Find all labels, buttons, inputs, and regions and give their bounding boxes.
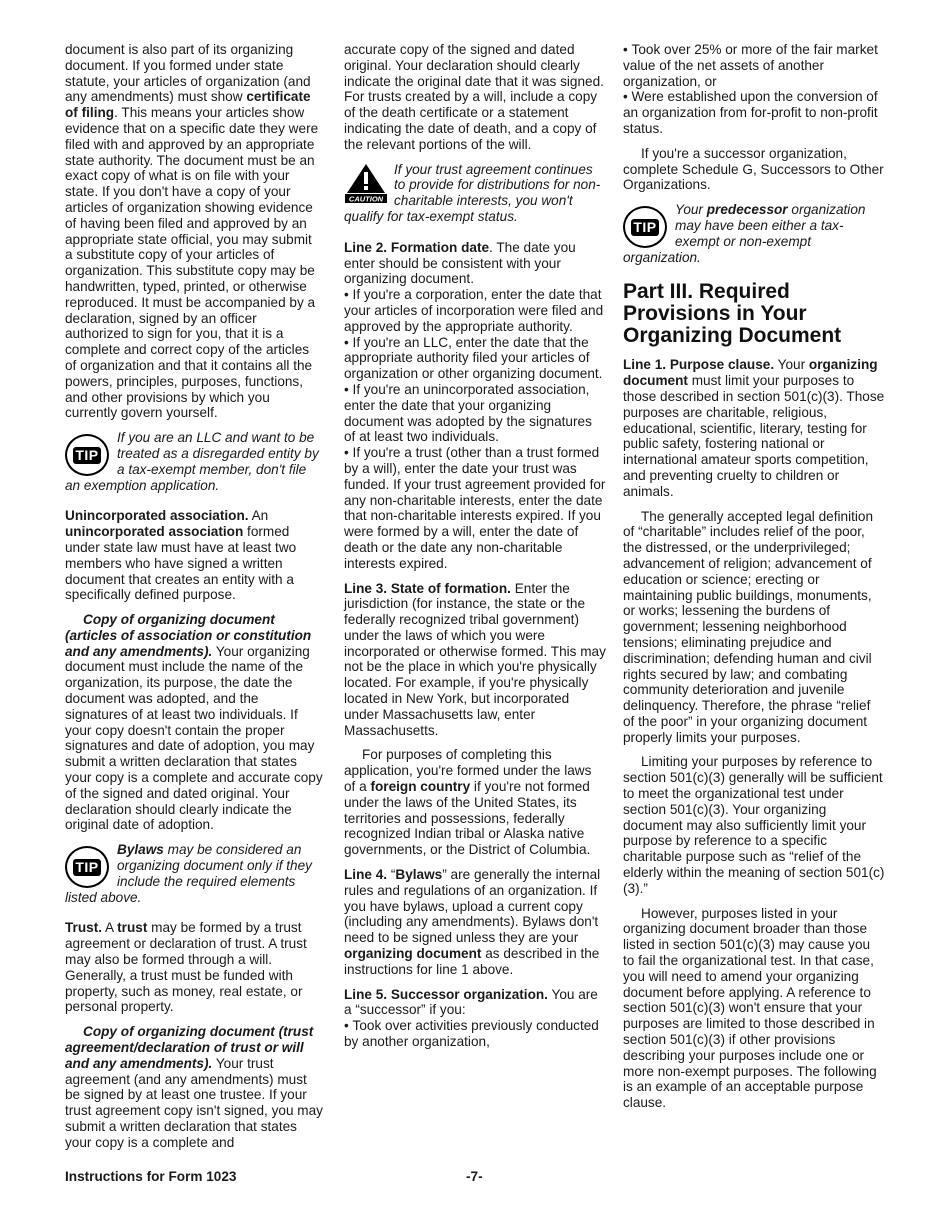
line-2-section: Line 2. Formation date. The date you enter should be consistent with your organizing document. • If you're a corporation, enter the date that your articles of incorporation were filed and approved by the appropriate authority. • If you're an LLC, enter the date that the appropriate authority filed your articles of organization or other organizing document. • If you're an unincorporated association, enter the date that your organizing document was adopted by the signatures of at least two individuals. • If you're a trust (other than a trust formed by a will), enter the date your trust was funded. If your trust agreement provided for any non-charitable interests, enter the date that non-charitable interests expired. If you were formed by a will, enter the date of death or the date any non-charitable interests expired. (344, 240, 606, 572)
line-4-paragraph: Line 4. “Bylaws” are generally the internal rules and regulations of an organization. If you have bylaws, upload a current copy (including any amendments). Bylaws don't need to be signed unless they are your organizing document as described in the instructions for line 1 above. (344, 867, 601, 977)
column-2 (344, 42, 606, 1050)
caution-note: CAUTION If your trust agreement continues to provide for distributions for non-charitable interests, you won't qualify for tax-exempt status. (344, 161, 601, 224)
section-heading: Part III. Required Provisions in Your Organizing Document (623, 280, 842, 348)
col1-paragraph-1: document is also part of its organizing document. If you formed under state statute, your articles of organization (and any amendments) must show certificate of filing. This means your articles show evidence that on a specific date they were filed with and approved by an appropriate state authority. The document must be an exact copy of what is on file with your state. If you don't have a copy of your articles of organization showing evidence of having been filed and approved by an appropriate state official, you may submit a substitute copy of your articles of organization. This substitute copy may be handwritten, typed, printed, or otherwise reproduced. It must be accompanied by a declaration, signed by an officer authorized to sign for you, that it is a complete and correct copy of the articles of organization and that it contains all the powers, principles, purposes, functions, and other provisions by which you currently govern yourself. (65, 42, 319, 421)
list-item: • If you're an unincorporated association, enter the date that your organizing document was adopted by the signatures of at least two individuals. (344, 382, 606, 445)
charitable-definition-paragraph: The generally accepted legal definition of “charitable” includes relief of the poor, the distressed, or the underprivileged; advancement of religion; advancement of education or science; erecting or maintaining public buildings, monuments, or works; lessening the burdens of government; lessening neighborhood tensions; eliminating prejudice and discrimination; defending human and civil rights secured by law; and combating community deterioration and juvenile delinquency. Therefore, the phrase “relief of the poor” in your organizing document properly limits your purposes. (623, 508, 874, 745)
tip-icon: TIP (65, 434, 109, 476)
copy-organizing-document-paragraph: Copy of organizing document (articles of association or constitution and any amendments). Your organizing document must include the name of the organization, its purpose, the date the document was adopted, and the signatures of at least two individuals. If your copy doesn't contain the proper signatures and date of adoption, you may submit a written declaration that states your copy is a complete and accurate copy of the signed and dated original. Your declaration should clearly indicate the original date of adoption. (65, 612, 323, 833)
trust-paragraph: Trust. A trust may be formed by a trust agreement or declaration of trust. A trust may also be formed through a will. Generally, a trust must be funded with property, such as money, real estate, or personal property. (65, 920, 307, 1015)
successor-bullets (623, 42, 885, 137)
col2-paragraph-1: accurate copy of the signed and dated original. Your declaration should clearly indicate the original date that it was signed. For trusts created by a will, include a copy of the death certificate or a statement indicating the date of death, and a copy of the relevant portions of the will. (344, 42, 604, 152)
column-1 (65, 42, 323, 1160)
column-3 (623, 42, 885, 1120)
unincorporated-association-paragraph: Unincorporated association. An unincorporated association formed under state law must have at least two members who have signed a written document that creates an entity with a specifically defined purpose. (65, 508, 297, 603)
footer-form-title: Instructions for Form 1023 (65, 1169, 237, 1184)
tip-note-predecessor: TIP Your predecessor organization may have been either a tax-exempt or non-exempt organization. (623, 202, 866, 265)
tip-note-bylaws: TIP Bylaws may be considered an organizing document only if they include the required elements listed above. (65, 842, 312, 905)
tip-icon: TIP (65, 846, 109, 888)
copy-trust-document-paragraph: Copy of organizing document (trust agreement/declaration of trust or will and any amendments). Your trust agreement (and any amendments) must be signed by at least one trustee. If your trust agreement copy isn't signed, you may submit a written declaration that states your copy is a complete and (65, 1024, 323, 1150)
broader-purposes-paragraph: However, purposes listed in your organizing document broader than those listed in section 501(c)(3) may cause you to fail the organizational test. In that case, you will need to amend your organizing document before applying. A reference to section 501(c)(3) won't ensure that your purposes are limited to those described in section 501(c)(3) if other provisions describing your purposes include one or more non-exempt purposes. The following is an example of an acceptable purpose clause. (623, 905, 877, 1111)
list-item: • If you're a trust (other than a trust formed by a will), enter the date your trust was funded. If your trust agreement provided for any non-charitable interests, enter the date that non-charitable interests expired. If you were formed by a will, enter the date of death or the date any non-charitable interests expired. (344, 445, 606, 571)
line-5-section: Line 5. Successor organization. You are a “successor” if you: • Took over activities previously conducted by another organization, (344, 987, 606, 1050)
caution-label: CAUTION (348, 194, 384, 204)
list-item: • Took over activities previously conducted by another organization, (344, 1018, 606, 1050)
list-item: • If you're an LLC, enter the date that the appropriate authority filed your articles of organization or other organizing document. (344, 335, 606, 382)
list-item: • If you're a corporation, enter the date that your articles of incorporation were filed and approved by the appropriate authority. (344, 287, 606, 334)
line-3-paragraph: Line 3. State of formation. Enter the jurisdiction (for instance, the state or the federally recognized tribal government) under the laws of which you were incorporated or otherwise formed. This may not be the place in which you're physically located. For example, if you're physically located in New York, but incorporated under Massachusetts law, enter Massachusetts. (344, 580, 606, 738)
tip-icon: TIP (623, 206, 667, 248)
tip-note-llc: TIP If you are an LLC and want to be treated as a disregarded entity by a tax-exempt member, don't file an exemption application. (65, 430, 319, 493)
list-item: • Took over 25% or more of the fair market value of the net assets of another organization, or (623, 42, 885, 89)
list-item: • Were established upon the conversion of an organization from for-profit to non-profit status. (623, 89, 885, 136)
limiting-purposes-paragraph: Limiting your purposes by reference to section 501(c)(3) generally will be sufficient to meet the organizational test under section 501(c)(3). Your organizing document may also sufficiently limit your purpose by reference to a specific charitable purpose such as “relief of the elderly within the meaning of section 501(c)(3).” (623, 754, 885, 896)
foreign-country-paragraph: For purposes of completing this application, you're formed under the laws of a foreign country if you're not formed under the laws of the United States, its territories and possessions, federally recognized Indian tribal or Alaska native governments, or the District of Columbia. (344, 747, 592, 858)
successor-paragraph: If you're a successor organization, complete Schedule G, Successors to Other Organizations. (623, 145, 884, 193)
purpose-clause-paragraph: Line 1. Purpose clause. Your organizing document must limit your purposes to those described in section 501(c)(3). Those purposes are charitable, religious, educational, scientific, literary, testing for public safety, fostering national or international amateur sports competition, and preventing cruelty to children or animals. (623, 357, 885, 499)
page-number: -7- (466, 1169, 483, 1184)
caution-icon (344, 162, 388, 204)
